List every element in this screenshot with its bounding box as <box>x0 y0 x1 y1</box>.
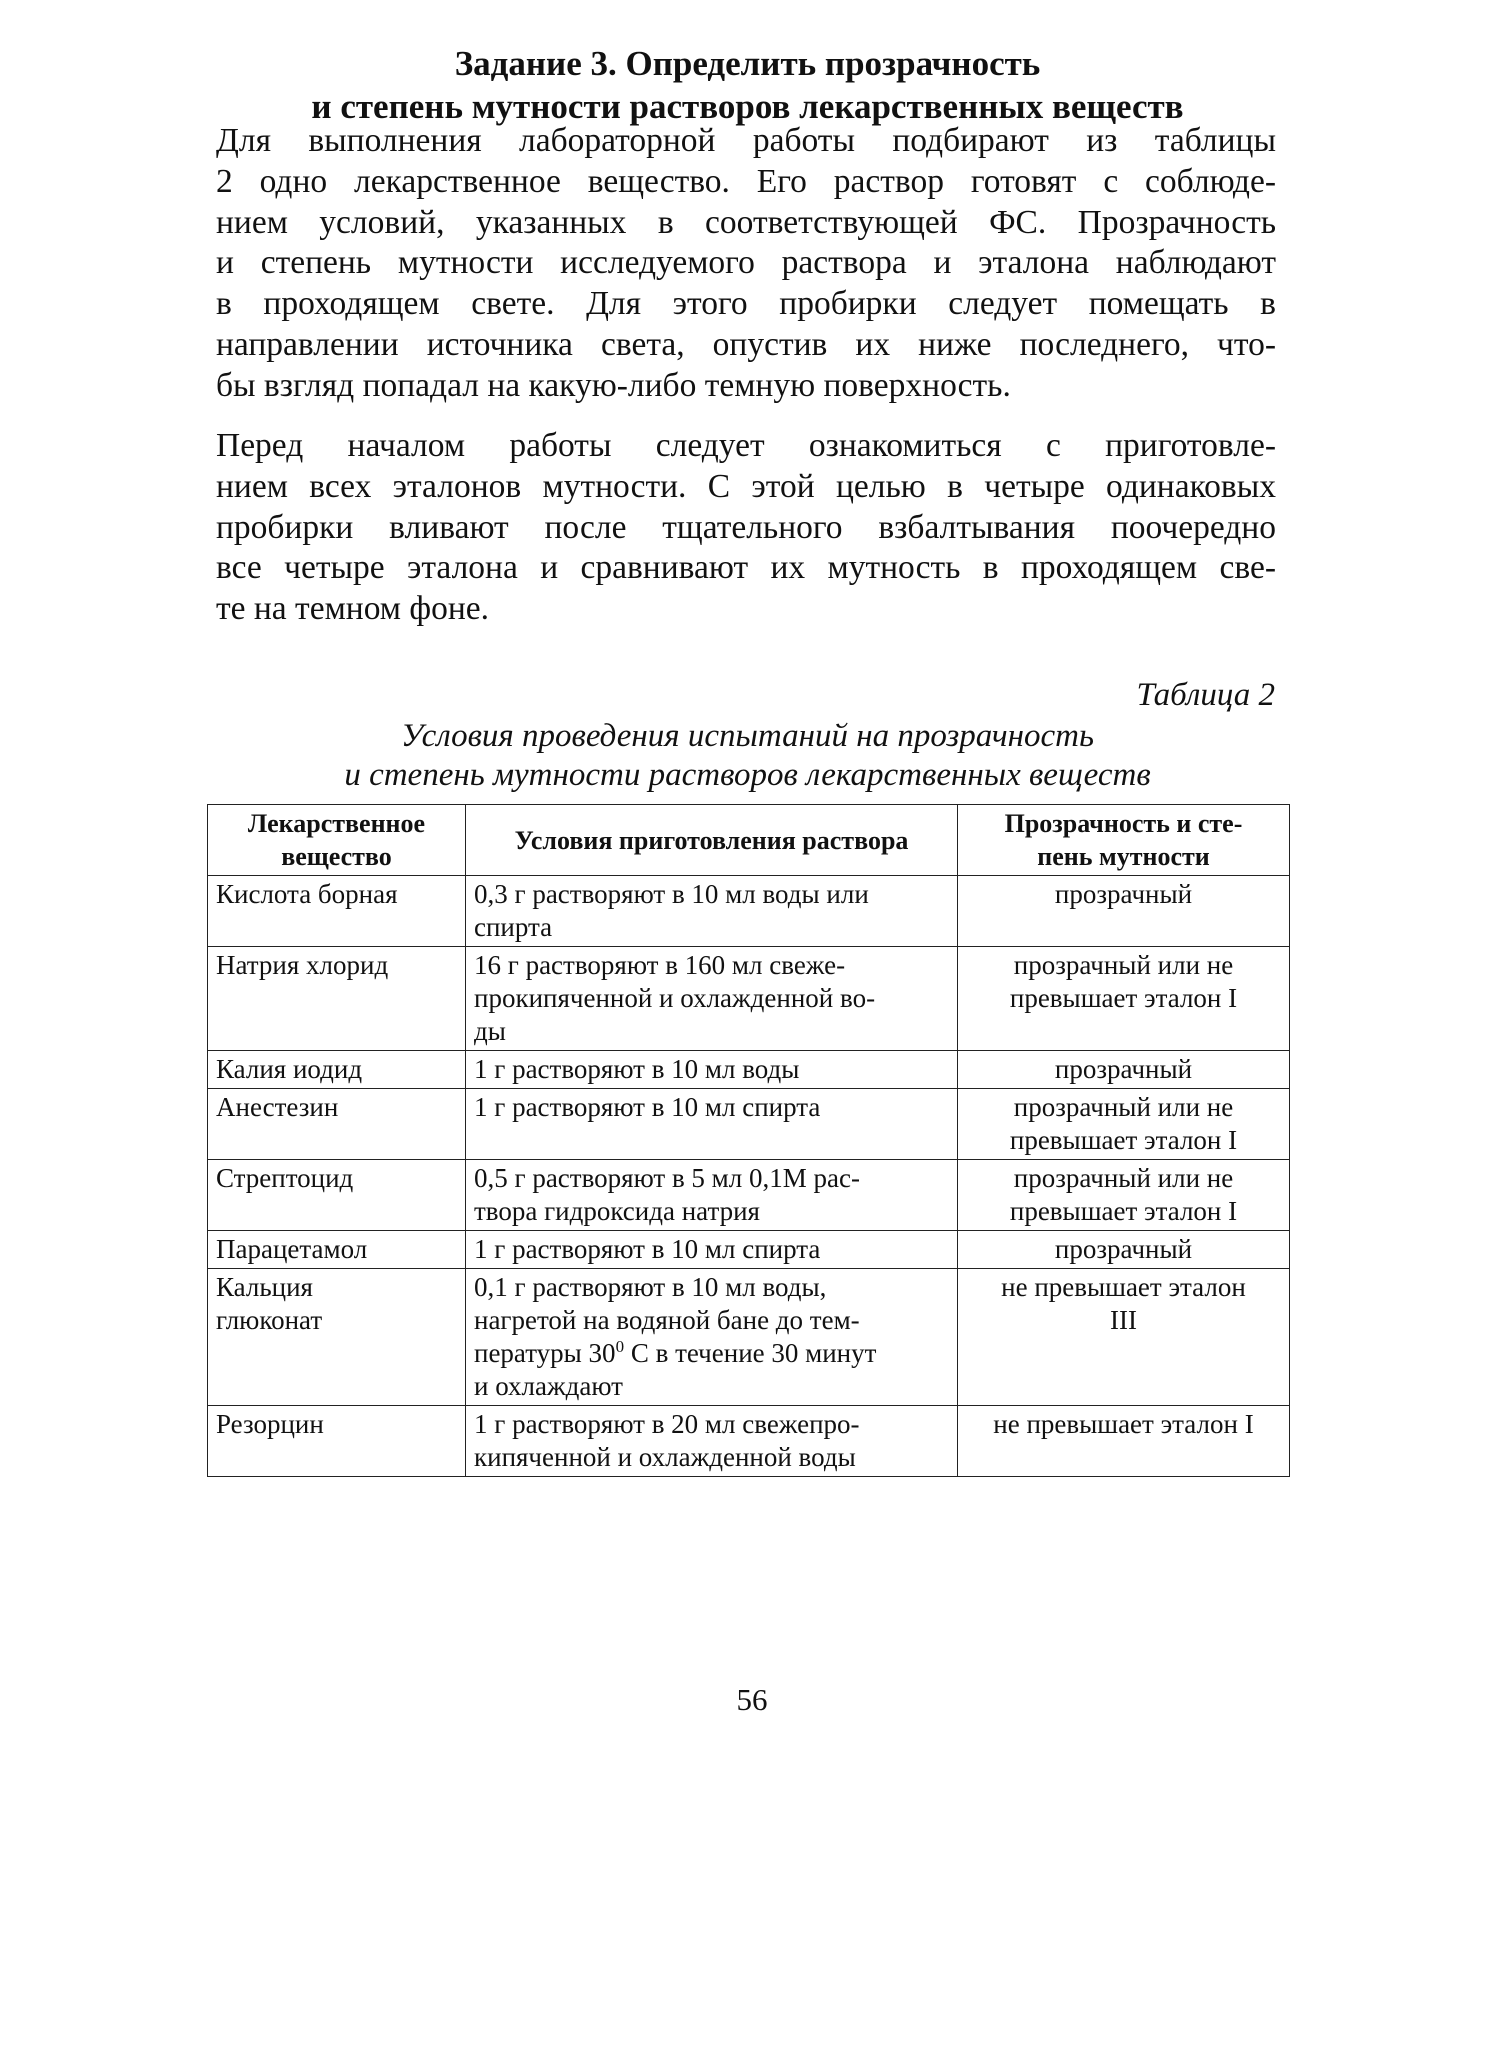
paragraph-preparation <box>216 426 1276 630</box>
table-row <box>208 1269 1290 1406</box>
text-line: нием условий, указанных в соответствующей ФС. Прозрачность <box>216 203 1276 241</box>
degree-superscript: 0 <box>615 1337 625 1356</box>
cell-substance: Кальция глюконат <box>208 1269 466 1406</box>
table-caption-line: и степень мутности растворов лекарственных веществ <box>344 757 1151 793</box>
table-row <box>208 1051 1290 1089</box>
drug-conditions-table <box>207 804 1290 1477</box>
cell-conditions: 0,1 г растворяют в 10 мл воды, нагретой на водяной бане до тем- пературы $30^0$ С в течение 30 минут и охлаждают <box>466 1269 958 1406</box>
table-body <box>208 876 1290 1477</box>
task-title <box>205 42 1290 128</box>
cell-substance: Анестезин <box>208 1089 466 1160</box>
table-row <box>208 1231 1290 1269</box>
cell-substance: Стрептоцид <box>208 1160 466 1231</box>
text-line: бы взгляд попадал на какую-либо темную поверхность. <box>216 366 1011 404</box>
cell-result: прозрачный <box>958 1051 1290 1089</box>
cell-conditions: 1 г растворяют в 10 мл спирта <box>466 1089 958 1160</box>
table-row <box>208 1406 1290 1477</box>
text-line: пробирки вливают после тщательного взбалтывания поочередно <box>216 508 1276 546</box>
cell-conditions: 0,3 г растворяют в 10 мл воды или спирта <box>466 876 958 947</box>
text-line: те на темном фоне. <box>216 590 490 628</box>
paragraph-intro <box>216 121 1276 407</box>
text-line: направлении источника света, опустив их ниже последнего, что- <box>216 325 1276 363</box>
cell-result: прозрачный <box>958 1231 1290 1269</box>
cell-substance: Парацетамол <box>208 1231 466 1269</box>
page-number: 56 <box>736 1682 768 1717</box>
cell-substance: Кислота борная <box>208 876 466 947</box>
cell-substance: Натрия хлорид <box>208 947 466 1051</box>
table-row <box>208 1160 1290 1231</box>
text-line: и степень мутности исследуемого раствора и эталона наблюдают <box>216 244 1276 282</box>
cell-substance: Калия иодид <box>208 1051 466 1089</box>
cell-conditions: 1 г растворяют в 10 мл спирта <box>466 1231 958 1269</box>
cell-result: прозрачный <box>958 876 1290 947</box>
cell-result: прозрачный или не превышает эталон I <box>958 947 1290 1051</box>
text-line: в проходящем свете. Для этого пробирки следует помещать в <box>216 285 1276 323</box>
cell-result: прозрачный или не превышает эталон I <box>958 1089 1290 1160</box>
cell-result: не превышает эталон III <box>958 1269 1290 1406</box>
task-title-line: Задание 3. Определить прозрачность <box>454 44 1041 83</box>
text-line: Перед началом работы следует ознакомиться с приготовле- <box>216 427 1276 464</box>
text-line: 2 одно лекарственное вещество. Его раствор готовят с соблюде- <box>216 162 1276 200</box>
text-line: все четыре эталона и сравнивают их мутность в проходящем све- <box>216 549 1276 587</box>
cell-conditions: 0,5 г растворяют в 5 мл 0,1М рас- твора гидроксида натрия <box>466 1160 958 1231</box>
table-row <box>208 1089 1290 1160</box>
table-header-row <box>208 805 1290 876</box>
task-title-line: и степень мутности растворов лекарственных веществ <box>311 87 1184 126</box>
cell-conditions: 1 г растворяют в 10 мл воды <box>466 1051 958 1089</box>
header-substance: Лекарственное вещество <box>208 805 466 876</box>
table-row <box>208 947 1290 1051</box>
cell-result: прозрачный или не превышает эталон I <box>958 1160 1290 1231</box>
cell-result: не превышает эталон I <box>958 1406 1290 1477</box>
text-line: Для выполнения лабораторной работы подбирают из таблицы <box>216 122 1276 159</box>
cell-substance: Резорцин <box>208 1406 466 1477</box>
table-row <box>208 876 1290 947</box>
header-result: Прозрачность и сте- пень мутности <box>958 805 1290 876</box>
cell-conditions: 1 г растворяют в 20 мл свежепро- кипяченной и охлажденной воды <box>466 1406 958 1477</box>
table-header <box>208 805 1290 876</box>
cell-conditions: 16 г растворяют в 160 мл свеже- прокипяченной и охлажденной во- ды <box>466 947 958 1051</box>
header-conditions: Условия приготовления раствора <box>466 805 958 876</box>
text-line: нием всех эталонов мутности. С этой целью в четыре одинаковых <box>216 467 1276 505</box>
table-caption-line: Условия проведения испытаний на прозрачность <box>401 718 1094 754</box>
table-caption <box>205 717 1290 795</box>
table-label: Таблица 2 <box>1136 677 1275 713</box>
